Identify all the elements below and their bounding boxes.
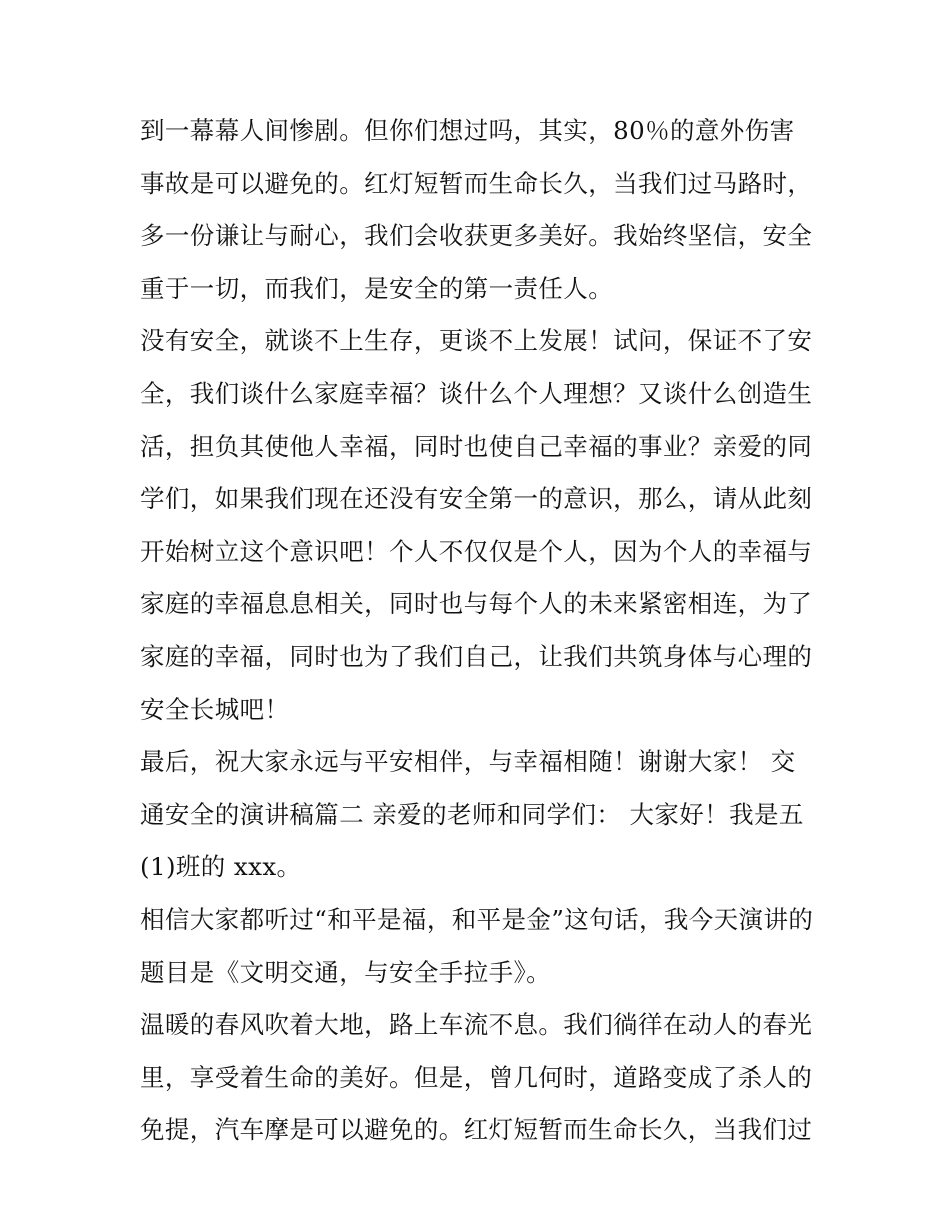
text-line: 多一份谦让与耐心，我们会收获更多美好。我始终坚信，安全	[140, 221, 813, 251]
text-line: 免提，汽车摩是可以避免的。红灯短暂而生命长久，当我们过	[140, 1115, 813, 1145]
text-line: 到一幕幕人间惨剧。但你们想过吗，其实，80％的意外伤害	[140, 116, 795, 145]
text-line: 通安全的演讲稿篇二 亲爱的老师和同学们： 大家好！我是五	[140, 799, 804, 829]
text-line: 最后，祝大家永远与平安相伴，与幸福相随！谢谢大家！ 交	[140, 747, 796, 777]
text-line: 开始树立这个意识吧！个人不仅仅是个人，因为个人的幸福与	[140, 536, 813, 566]
text-line: (1)班的 xxx。	[140, 852, 302, 882]
text-line: 家庭的幸福息息相关，同时也与每个人的未来紧密相连，为了	[140, 589, 813, 619]
text-line: 没有安全，就谈不上生存，更谈不上发展！试问，保证不了安	[140, 326, 813, 356]
text-line: 相信大家都听过“和平是福，和平是金”这句话，我今天演讲的	[140, 904, 814, 934]
text-line: 全，我们谈什么家庭幸福？谈什么个人理想？又谈什么创造生	[140, 378, 813, 408]
text-line: 安全长城吧！	[140, 694, 290, 724]
text-line: 活，担负其使他人幸福，同时也使自己幸福的事业？亲爱的同	[140, 431, 813, 461]
text-line: 重于一切，而我们，是安全的第一责任人。	[140, 273, 614, 303]
document-body	[140, 108, 820, 1160]
text-line: 题目是《文明交通，与安全手拉手》。	[140, 957, 552, 987]
text-line: 温暖的春风吹着大地，路上车流不息。我们徜徉在动人的春光	[140, 1010, 813, 1040]
text-line: 里，享受着生命的美好。但是，曾几何时，道路变成了杀人的	[140, 1062, 813, 1092]
text-line: 学们，如果我们现在还没有安全第一的意识，那么，请从此刻	[140, 484, 813, 514]
text-line: 家庭的幸福，同时也为了我们自己，让我们共筑身体与心理的	[140, 641, 813, 671]
text-line: 事故是可以避免的。红灯短暂而生命长久，当我们过马路时，	[140, 168, 813, 198]
